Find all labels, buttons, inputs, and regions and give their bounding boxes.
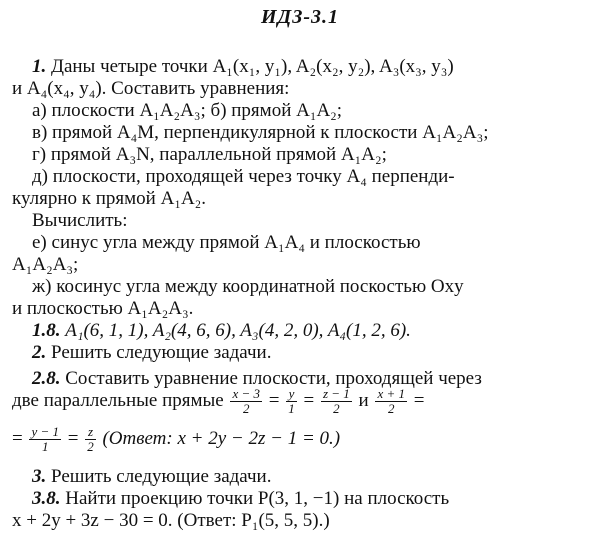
numerator: z − 1 — [322, 386, 350, 402]
numerator: x + 1 — [377, 386, 405, 402]
fraction — [85, 425, 96, 454]
problem-number: 3. — [32, 466, 47, 487]
denominator: 2 — [87, 439, 94, 455]
problem-number: 2.8. — [32, 368, 61, 389]
text-line: ж) косинус угла между координатной поскостью Oxy — [32, 276, 464, 297]
numerator: y — [286, 387, 297, 402]
text-line: x + 2y + 3z − 30 = 0. (Ответ: P₁(5, 5, 5).) — [12, 510, 330, 531]
text-line: A₁A₂A₃; — [12, 254, 79, 275]
text-line — [32, 56, 454, 78]
line-text: две параллельные прямые — [12, 390, 224, 411]
denominator: 1 — [41, 439, 49, 455]
denominator: 2 — [242, 401, 250, 417]
conjunction: и — [358, 390, 369, 411]
text-line: д) плоскости, проходящей через точку A₄ перпенди- — [32, 166, 455, 187]
numerator: x − 3 — [232, 386, 260, 402]
equation-line: = $\frac{y - 1}{1}$ = $\frac{z}{2}$ (Ответ: x + 2y − 2z − 1 = 0.) — [12, 424, 341, 455]
text-line: и A₄(x₄, y₄). Составить уравнения: — [12, 78, 290, 99]
text-line: в) прямой A₄M, перпендикулярной к плоскости A₁A₂A₃; — [32, 122, 489, 143]
problem-number: 2. — [32, 342, 47, 363]
numerator: y − 1 — [31, 424, 60, 440]
line-text: A₁(6, 1, 1), A₂(4, 6, 6), A₃(4, 2, 0), A₄(1, 2, 6). — [65, 320, 411, 341]
text-line: г) прямой A₃N, параллельной прямой A₁A₂; — [32, 144, 387, 165]
text-line — [32, 342, 271, 364]
text-line: кулярно к прямой A₁A₂. — [12, 188, 207, 209]
denominator: 1 — [288, 401, 295, 417]
equation-line: две параллельные прямые $\frac{x - 3}{2}$ = $\frac{y}{1}$ = $\frac{z - 1}{2}$ и $\frac{x + 1}{2}$ = — [12, 386, 425, 417]
fraction — [286, 387, 297, 416]
text-line — [32, 466, 271, 488]
text-line: и плоскостью A₁A₂A₃. — [12, 298, 194, 319]
numerator: z — [85, 425, 96, 440]
text-line: Вычислить: — [32, 210, 128, 231]
line-text: Составить уравнение плоскости, проходящей через — [65, 368, 482, 389]
text-line — [32, 320, 411, 342]
fraction — [375, 387, 407, 416]
problem-number: 3.8. — [32, 488, 61, 509]
fraction — [321, 387, 352, 416]
text-line — [32, 488, 449, 510]
problem-number: 1. — [32, 56, 47, 77]
line-text: Решить следующие задачи. — [51, 466, 272, 487]
fraction — [230, 387, 262, 416]
answer-text: (Ответ: x + 2y − 2z − 1 = 0.) — [102, 428, 341, 449]
text-line: е) синус угла между прямой A₁A₄ и плоскостью — [32, 232, 421, 253]
document-title: ИДЗ-3.1 — [260, 6, 340, 28]
text-line: а) плоскости A₁A₂A₃; б) прямой A₁A₂; — [32, 100, 343, 121]
problem-number: 1.8. — [32, 320, 61, 341]
line-text: Решить следующие задачи. — [51, 342, 272, 363]
line-text: Найти проекцию точки P(3, 1, −1) на плоскость — [65, 488, 450, 509]
denominator: 2 — [333, 401, 340, 417]
line-text: Даны четыре точки A₁(x₁, y₁), A₂(x₂, y₂), A₃(x₃, y₃) — [51, 56, 454, 77]
fraction — [29, 425, 61, 454]
denominator: 2 — [387, 401, 395, 417]
